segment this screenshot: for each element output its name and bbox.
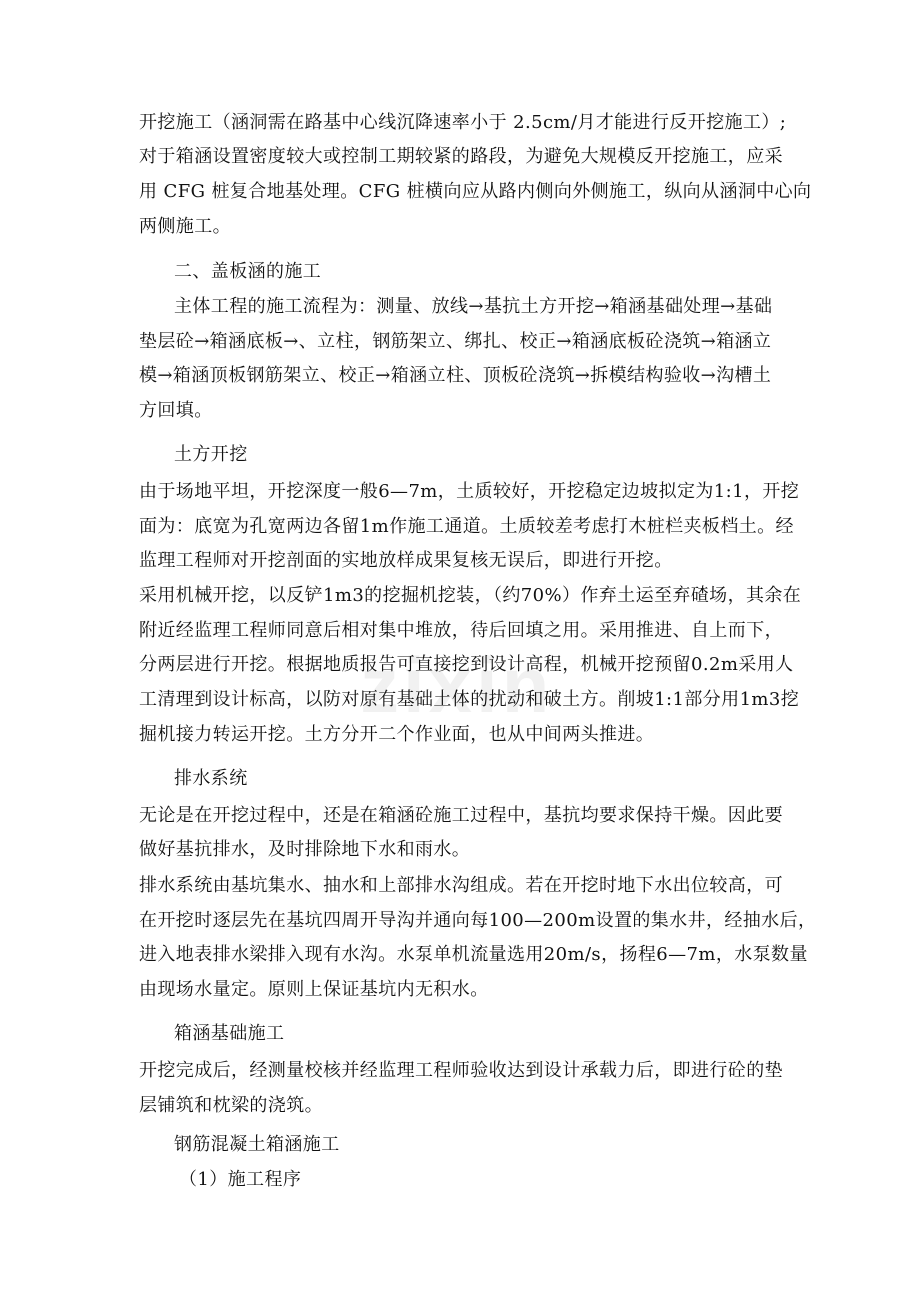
list-item-heading: （1）施工程序 (179, 1169, 302, 1190)
paragraph-line: 分两层进行开挖。根据地质报告可直接挖到设计高程，机械开挖预留0.2m采用人 (139, 654, 794, 675)
paragraph-line: 由于场地平坦，开挖深度一般6—7m，土质较好，开挖稳定边坡拟定为1:1，开挖 (139, 481, 800, 502)
paragraph-line: 垫层砼→箱涵底板→、立柱，钢筋架立、绑扎、校正→箱涵底板砼浇筑→箱涵立 (139, 331, 772, 352)
paragraph-line: 在开挖时逐层先在基坑四周开导沟并通向每100—200m设置的集水井，经抽水后， (139, 910, 817, 931)
paragraph-line: 采用机械开挖，以反铲1m3的挖掘机挖装，（约70%）作弃土运至弃碴场，其余在 (139, 585, 802, 606)
paragraph-line: 掘机接力转运开挖。土方分开二个作业面，也从中间两头推进。 (139, 724, 655, 745)
paragraph-line: 由现场水量定。原则上保证基坑内无积水。 (139, 979, 489, 1000)
paragraph-line: 层铺筑和枕梁的浇筑。 (139, 1095, 323, 1116)
section-heading: 二、盖板涵的施工 (174, 261, 322, 282)
paragraph-line: 用 CFG 桩复合地基处理。CFG 桩横向应从路内侧向外侧施工，纵向从涵洞中心向 (139, 181, 812, 202)
paragraph-line: 开挖施工（涵洞需在路基中心线沉降速率小于 2.5cm/月才能进行反开挖施工）; (139, 112, 787, 133)
paragraph-line: 做好基抗排水，及时排除地下水和雨水。 (139, 839, 471, 860)
paragraph-line: 进入地表排水梁排入现有水沟。水泵单机流量选用20m/s，扬程6—7m，水泵数量 (139, 944, 808, 965)
paragraph-line: 模→箱涵顶板钢筋架立、校正→箱涵立柱、顶板砼浇筑→拆模结构验收→沟槽土 (139, 365, 772, 386)
paragraph-line: 无论是在开挖过程中，还是在箱涵砼施工过程中，基抗均要求保持干燥。因此要 (139, 805, 783, 826)
subsection-heading: 钢筋混凝土箱涵施工 (174, 1134, 340, 1155)
paragraph-line: 主体工程的施工流程为：测量、放线→基抗土方开挖→箱涵基础处理→基础 (174, 296, 773, 317)
paragraph-line: 面为：底宽为孔宽两边各留1m作施工通道。土质较差考虑打木桩栏夹板档土。经 (139, 516, 794, 537)
subsection-heading: 排水系统 (174, 768, 248, 789)
paragraph-line: 开挖完成后，经测量校核并经监理工程师验收达到设计承载力后，即进行砼的垫 (139, 1060, 783, 1081)
watermark-logo: zixin (360, 641, 554, 729)
paragraph-line: 监理工程师对开挖剖面的实地放样成果复核无误后，即进行开挖。 (139, 550, 673, 571)
paragraph-line: 附近经监理工程师同意后相对集中堆放，待后回填之用。采用推进、自上而下， (139, 620, 783, 641)
paragraph-line: 工清理到设计标高，以防对原有基础土体的扰动和破土方。削坡1:1部分用1m3挖 (139, 689, 800, 710)
paragraph-line: 方回填。 (139, 400, 213, 421)
paragraph-line: 对于箱涵设置密度较大或控制工期较紧的路段，为避免大规模反开挖施工，应采 (139, 146, 783, 167)
subsection-heading: 箱涵基础施工 (174, 1023, 285, 1044)
subsection-heading: 土方开挖 (174, 444, 248, 465)
paragraph-line: 两侧施工。 (139, 216, 231, 237)
paragraph-line: 排水系统由基坑集水、抽水和上部排水沟组成。若在开挖时地下水出位较高，可 (139, 875, 783, 896)
